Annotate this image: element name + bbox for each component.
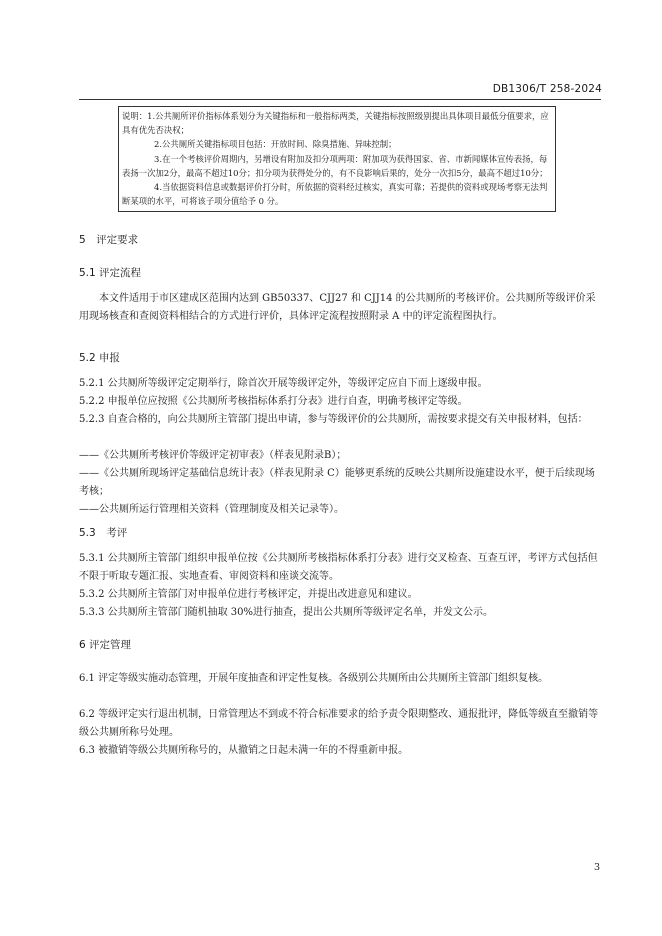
clause-5-2-2: 5.2.2 申报单位应按照《公共厕所考核指标体系打分表》进行自查，明确考核评定等级。 [79, 396, 468, 407]
clause-5-3-1: 5.3.1 公共厕所主管部门组织申报单位按《公共厕所考核指标体系打分表》进行交叉检查、互查互评，考评方式包括但不限于听取专题汇报、实地查看、审阅资料和座谈交流等。 [79, 553, 598, 582]
note-line-2: 2.公共厕所关键指标项目包括：开放时间、除臭措施、异味控制； [154, 139, 397, 150]
clause-5-2-1: 5.2.1 公共厕所等级评定定期举行，除首次开展等级评定外，等级评定应自下而上逐级申报。 [79, 378, 488, 389]
section-6-heading: 6 评定管理 [79, 639, 132, 651]
clause-5-3-2: 5.3.2 公共厕所主管部门对申报单位进行考核评定，并提出改进意见和建议。 [79, 589, 418, 600]
list-item-form-c: ——《公共厕所现场评定基础信息统计表》（样表见附录 C）能够更系统的反映公共厕所设施建设水平，便于后续现场考核； [79, 468, 595, 497]
clause-6-1: 6.1 评定等级实施动态管理，开展年度抽查和评定性复核。各级别公共厕所由公共厕所主管部门组织复核。 [79, 673, 549, 684]
list-item-operation-records: ——公共厕所运行管理相关资料（管理制度及相关记录等）。 [79, 504, 344, 515]
section-5-1-paragraph: 本文件适用于市区建成区范围内达到 GB50337、CJJ27 和 CJJ14 的公共厕所的考核评价。公共厕所等级评价采用现场核查和查阅资料相结合的方式进行评价，具体评定流程按照附录 A 中的评定流程图执行。 [79, 293, 596, 322]
note-line-4: 4.当依据资料信息或数据评价打分时，所依据的资料经过核实，真实可靠；若提供的资料或现场考察无法判断某项的水平，可将该子项分值给予 0 分。 [122, 182, 548, 207]
header-rule [79, 99, 601, 100]
section-5-heading: 5 评定要求 [79, 234, 139, 246]
section-5-2-heading: 5.2 申报 [79, 352, 121, 364]
section-5-3-heading: 5.3 考评 [79, 527, 128, 539]
note-box [118, 106, 556, 212]
document-code: DB1306/T 258-2024 [492, 83, 602, 95]
list-item-form-b: ——《公共厕所考核评价等级评定初审表》（样表见附录B）； [79, 450, 347, 461]
page-number: 3 [593, 862, 600, 873]
note-line-3: 3.在一个考核评价周期内，另增设有附加及扣分项两项：附加项为获得国家、省、市新闻媒体宣传表扬，每表扬一次加2分，最高不超过10分；扣分项为获得处分的，有不良影响后果的，处分一次扣5分，最高不超过10分； [122, 153, 548, 178]
section-5-1-heading: 5.1 评定流程 [79, 267, 142, 279]
note-line-1: 说明：1.公共厕所评价指标体系划分为关键指标和一般指标两类，关键指标按照级别提出具体项目最低分值要求，应具有优先否决权； [122, 111, 549, 136]
clause-6-2: 6.2 等级评定实行退出机制，日常管理达不到或不符合标准要求的给予责令限期整改、通报批评，降低等级直至撤销等级公共厕所称号处理。 [79, 709, 599, 738]
clause-5-3-3: 5.3.3 公共厕所主管部门随机抽取 30%进行抽查，提出公共厕所等级评定名单，并发文公示。 [79, 607, 494, 618]
clause-5-2-3: 5.2.3 自查合格的，向公共厕所主管部门提出申请，参与等级评价的公共厕所，需按要求提交有关申报材料，包括： [79, 414, 588, 425]
clause-6-3: 6.3 被撤销等级公共厕所称号的，从撤销之日起未满一年的不得重新申报。 [79, 745, 409, 756]
